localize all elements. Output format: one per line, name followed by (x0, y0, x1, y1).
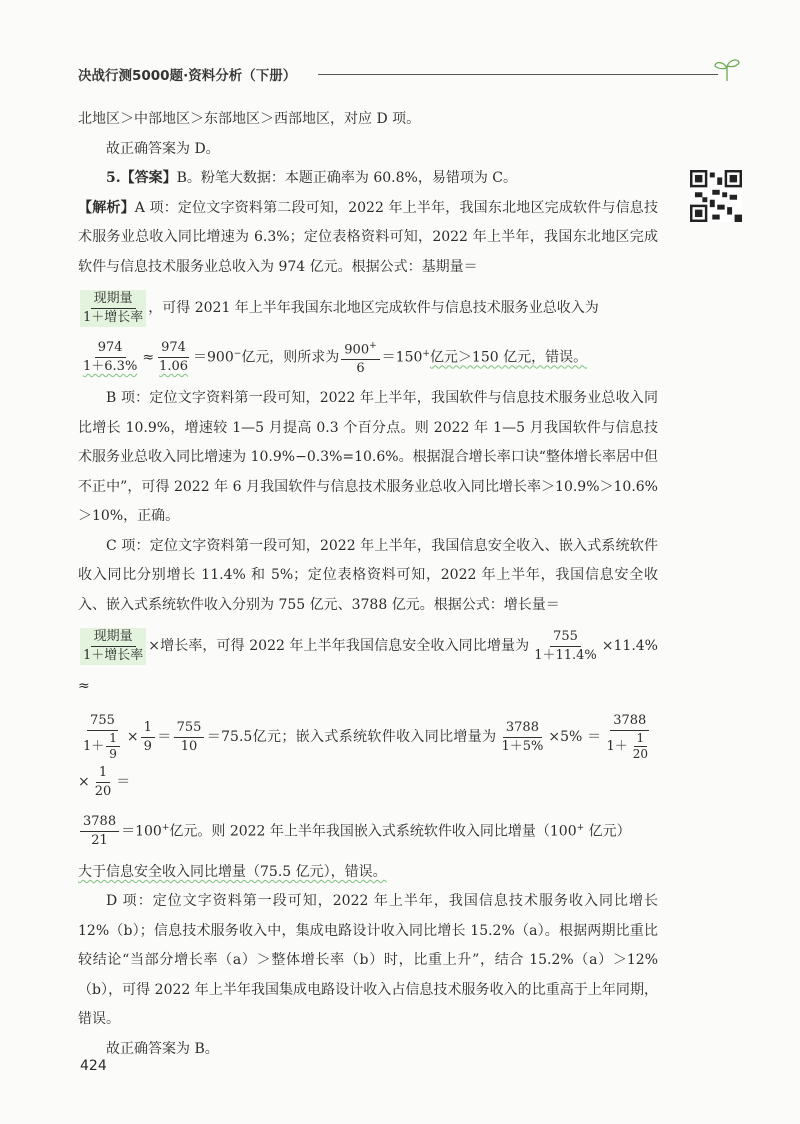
solution-body (78, 105, 658, 1064)
fraction: 3788 1＋ $\frac{1}{20}$ (606, 713, 649, 762)
answer-text: B。粉笔大数据：本题正确率为 60.8%，易错项为 C。 (176, 170, 517, 186)
analysis-label: 【解析】 (78, 199, 135, 216)
fraction: $\frac{3788}{1+5\%}$ (501, 719, 544, 754)
fraction: $\frac{974}{1+6.3\%}$ (83, 340, 138, 375)
header-rule (318, 74, 718, 75)
paragraph-text: A 项：定位文字资料第二段可知，2022 年上半年，我国东北地区完成软件与信息技术服务业总收入同比增速为 6.3%；定位表格资料可知，2022 年上半年，我国东北地区完成软件与信息技术服务业总收入为 974 亿元。根据公式：基期量＝ (78, 199, 659, 275)
analysis-paragraph (78, 194, 658, 283)
fraction: 755 1＋ $\frac{1}{9}$ (80, 712, 125, 762)
paragraph: 大于信息安全收入同比增量（75.5 亿元），错误。 (78, 863, 387, 880)
fraction: $\frac{3788}{21}$ (80, 813, 119, 850)
page-number: 424 (80, 1058, 107, 1074)
formula-fraction: $\frac{\text{现期量}}{\text{1＋增长率}}$ (80, 290, 146, 327)
sprout-icon (712, 56, 742, 82)
option-b-paragraph: B 项：定位文字资料第一段可知，2022 年上半年，我国软件与信息技术服务业总收入同比增长 10.9%，增速较 1—5 月提高 0.3 个百分点。则 2022 年 1—5 月我国软件与信息技术服务业总收入同比增速为 10.9%−0.3%=10.6%。根据混合增长率口诀“整体增长率居中但不正中”，可得 2022 年 6 月我国软件与信息技术服务业总收入同比增长率＞10.9%＞10.6%＞10%，正确。 (78, 390, 658, 525)
paragraph: 北地区＞中部地区＞东部地区＞西部地区，对应 D 项。 (78, 111, 421, 127)
fraction: $\frac{974}{1.06}$ (159, 340, 188, 375)
fraction: $\frac{755}{1+11.4\%}$ (534, 628, 597, 663)
formula-line (78, 288, 658, 328)
answer-line (78, 164, 658, 194)
formula-line: $\frac{\text{现期量}}{\text{1＋增长率}}$ ×增长率，可得 2022 年上半年我国信息安全收入同比增量为 $\frac{755}{1+11.4\%}$ ×11.4% ≈ (78, 628, 658, 695)
paragraph-text: ，可得 2021 年上半年我国东北地区完成软件与信息技术服务业总收入为 (148, 300, 599, 316)
fraction: $\frac{1}{9}$ (141, 719, 155, 756)
answer-label: 5.【答案】 (106, 170, 177, 186)
book-title: 决战行测5000题·资料分析（下册） (78, 68, 297, 84)
option-c-paragraph: C 项：定位文字资料第一段可知，2022 年上半年，我国信息安全收入、嵌入式系统软件收入同比分别增长 11.4% 和 5%；定位表格资料可知，2022 年上半年，我国信息安全收入、嵌入式系统软件收入分别为 755 亿元、3788 亿元。根据公式：增长量＝ (78, 537, 658, 613)
page-header (78, 58, 758, 88)
formula-line: $\frac{974}{1+6.3\%}$ ≈ $\frac{974}{1.06}$ ＝900−亿元，则所求为 $\frac{900^+}{6}$ ＝150+亿元＞150 亿元，错误。 (78, 334, 658, 378)
formula-fraction: $\frac{\text{现期量}}{\text{1＋增长率}}$ (80, 628, 146, 665)
fraction: $\frac{755}{10}$ (174, 719, 205, 756)
option-d-paragraph: D 项：定位文字资料第一段可知，2022 年上半年，我国信息技术服务收入同比增长 12%（b）；信息技术服务收入中，集成电路设计收入同比增长 15.2%（a）。根据两期比重比较结论“当部分增长率（a）＞整体增长率（b）时，比重上升”，结合 15.2%（a）＞12%（b），可得 2022 年上半年我国集成电路设计收入占信息技术服务收入的比重高于上年同期，错误。 (78, 893, 658, 1028)
fraction: $\frac{900^+}{6}$ (341, 337, 379, 378)
paragraph: 故正确答案为 D。 (106, 140, 220, 157)
qr-code-icon[interactable] (690, 170, 742, 222)
fraction: $\frac{1}{20}$ (94, 764, 112, 799)
formula-line: $\frac{3788}{21}$ ＝100+亿元。则 2022 年上半年我国嵌入式系统软件收入同比增量（100+ 亿元） (78, 808, 658, 852)
final-answer: 故正确答案为 B。 (106, 1040, 219, 1057)
formula-line: 755 1＋ $\frac{1}{9}$ × $\frac{1}{9}$ ＝ $\frac{755}{10}$ ＝75.5亿元；嵌入式系统软件收入同比增量为 $\frac{3788}{1+5\%}$ ×5% ＝ 3788 1＋ $\frac{1}{20}$ × $\frac{1}{20}$ ＝ (78, 712, 658, 802)
